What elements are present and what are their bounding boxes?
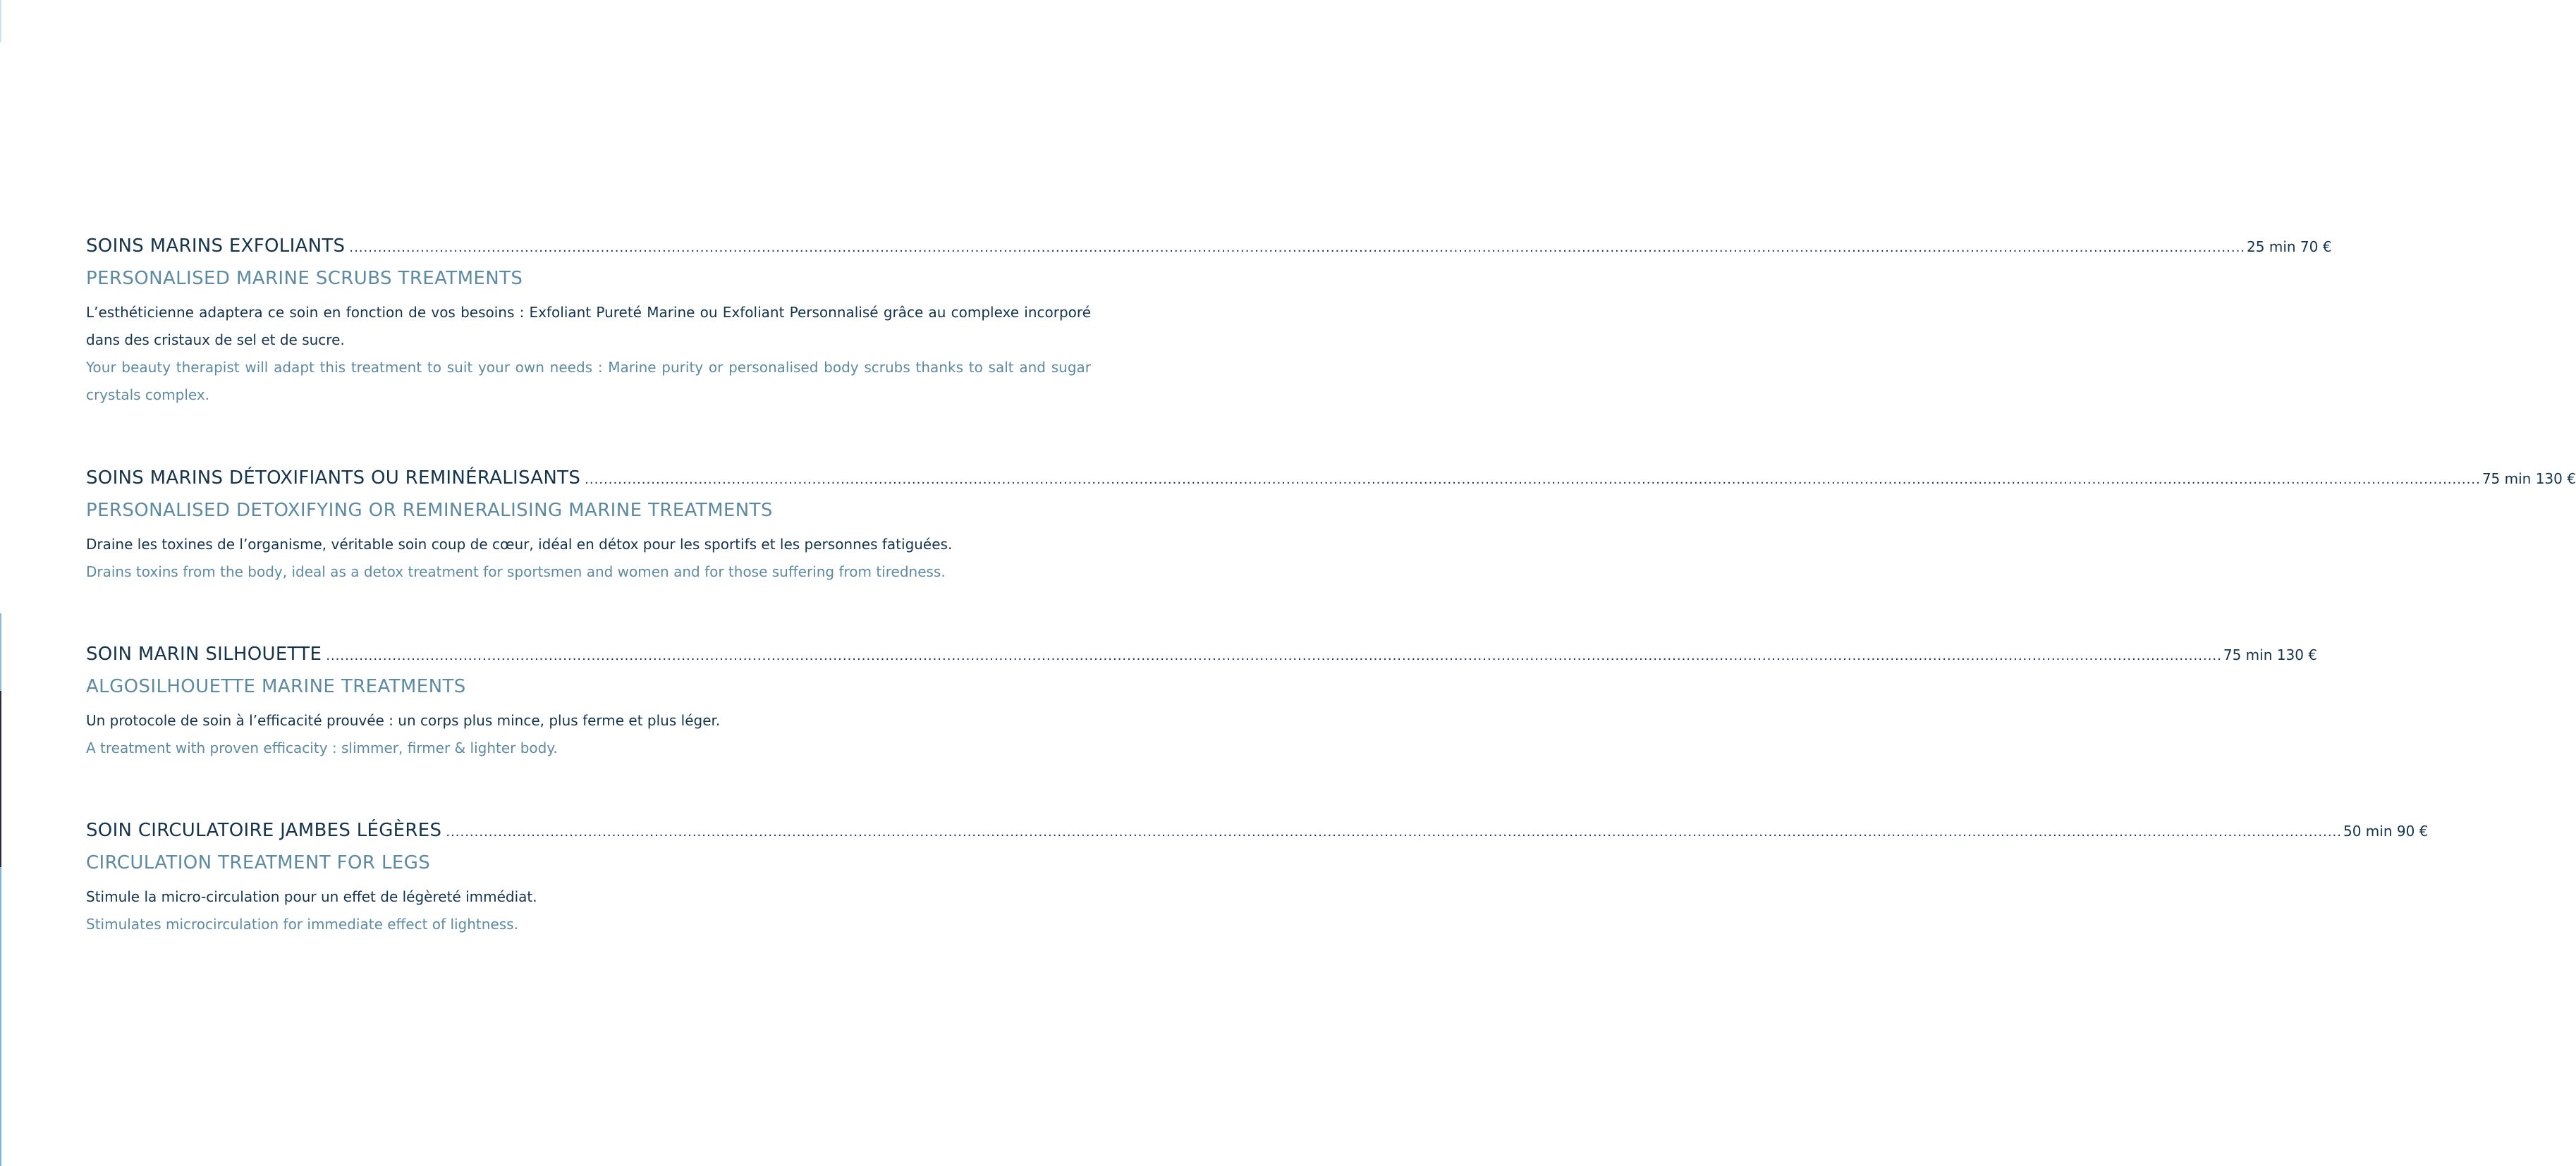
treatment-price: 75 min 130 € [2223,646,2317,663]
treatment-title-en: PERSONALISED MARINE SCRUBS TREATMENTS [86,268,523,289]
treatment-title-fr: SOIN MARIN SILHOUETTE [86,644,322,665]
treatment-description-en: A treatment with proven efficacity : slimmer, firmer & lighter body. [86,740,558,756]
treatment-description-en: Drains toxins from the body, ideal as a detox treatment for sportsmen and women and for those suffering from tiredness. [86,563,946,580]
treatment-title-fr: SOIN CIRCULATOIRE JAMBES LÉGÈRES [86,820,442,841]
treatment-title-en: ALGOSILHOUETTE MARINE TREATMENTS [86,676,466,697]
dotted-leader: ................................................................................................................................................................................................................................................................................................................................................................................................................ [326,649,2222,663]
left-edge-strip [0,0,1,1166]
treatment-item-detox [86,467,2576,586]
treatment-description-fr: L’esthéticienne adaptera ce soin en fonction de vos besoins : Exfoliant Pureté Marine ou Exfoliant Personnalisé grâce au complexe incorporé dans des cristaux de sel et de sucre. [86,304,1091,348]
treatment-description-en: Your beauty therapist will adapt this treatment to suit your own needs : Marine purity or personalised body scrubs thanks to salt and sugar crystals complex. [86,359,1091,403]
treatment-title-en: CIRCULATION TREATMENT FOR LEGS [86,852,431,873]
treatment-price: 75 min 130 € [2482,470,2576,487]
treatment-title-en: PERSONALISED DETOXIFYING OR REMINERALISING MARINE TREATMENTS [86,500,773,521]
treatment-item-silhouette [86,644,2317,762]
treatment-title-fr: SOINS MARINS DÉTOXIFIANTS OU REMINÉRALISANTS [86,467,581,489]
dotted-leader: ................................................................................................................................................................................................................................................................................................................................................................................................................ [349,240,2246,255]
treatment-item-exfoliants [86,235,2332,409]
treatment-price: 50 min 90 € [2343,823,2429,840]
treatment-title-line [86,820,2429,848]
treatment-description-fr: Stimule la micro-circulation pour un effet de légèreté immédiat. [86,888,537,905]
dotted-leader: ................................................................................................................................................................................................................................................................................................................................................................................................................ [446,825,2342,840]
treatment-description-en: Stimulates microcirculation for immediate effect of lightness. [86,916,518,933]
treatment-title-line [86,644,2317,672]
treatment-title-fr: SOINS MARINS EXFOLIANTS [86,235,346,257]
treatment-title-line [86,467,2576,496]
treatment-item-legs [86,820,2429,938]
treatment-price: 25 min 70 € [2247,238,2332,255]
treatment-description-fr: Un protocole de soin à l’efficacité prouvée : un corps plus mince, plus ferme et plus léger. [86,712,721,729]
dotted-leader: ................................................................................................................................................................................................................................................................................................................................................................................................................ [585,472,2481,487]
treatment-description-fr: Draine les toxines de l’organisme, véritable soin coup de cœur, idéal en détox pour les sportifs et les personnes fatiguées. [86,536,953,553]
treatment-title-line [86,235,2332,264]
